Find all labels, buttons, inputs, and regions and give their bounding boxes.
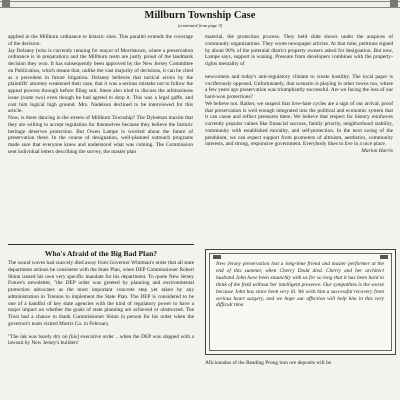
paragraph: The sound waves had scarcely died away from Governor Whitman's order that all state department actions be consistent with the State Plan, when DEP Commissioner Robert Shinn issued his own very specific mandate for his department. To quote New Jersey Future's newsletter, "the DEP order was greeted by planning and environmental protection advocates as the most important concrete step yet taken by any administration in Trenton to implement the State Plan. The DEP is considered to be one of a handful of key state agencies with the kind of regulatory power to have a major impact on whether the goals of state planning are achieved or obstructed. The Trust had a chance to thank Commissioner Shinn in person for his order when the governor's team visited Morris Co. in February. (8, 260, 194, 327)
box-ornament-right (380, 255, 388, 259)
section-divider (8, 244, 194, 245)
article-title: Millburn Township Case (144, 10, 256, 21)
author-byline: Marion Harris (361, 148, 393, 154)
paragraph: Now, is there dancing in the streets of Millburn Township? The Dykeman maxim that they are willing to accept regulation for themselves because they believe the historic heritage deserves protection. But Owen Lampe is worried about the future of preservation there. In the course of designation, well-planned outreach programs made sure that everyone knew and understood what was coming. The Commission sent individual letters describing the survey, the master plan (8, 115, 193, 155)
corner-ornament-left (2, 0, 10, 7)
paragraph: "The ink was barely dry on [his] executive order .. when the DEP was slapped with a lawsuit by New Jersey's builders' (8, 333, 194, 347)
notice-paragraph: New Jersey preservation lost a long-time friend and master performer at the end of this summer, when Cherry Dodd died. Cherry and her architect husband John have been staunchly with us for so long that it has been hard to think of the field without her intelligent presence. Our sympathies is the worse because John has since been very ill. We wish him a successful recovery from serious heart surgery, and we hope our affection will help him in this very difficult time. (216, 261, 384, 309)
paragraph: material, the protection process. They held slide shows under the auspices of community organizations. They wrote newspaper articles. At that time, petitions signed by about 90% of the potential district property owners asked for designation. But now, Lampe says, support is waning. Pressure from developers combines with the property-rights mentality of (205, 34, 393, 67)
paragraph: Aficionados of the Reading Prong iron ore deposits will be (205, 360, 332, 366)
continued-note: (continued from page 3) (177, 23, 223, 28)
paragraph: applied in the Millburn ordinance to historic sites. This parallel extends the coverage of the decision. (8, 34, 193, 47)
article-column-right (205, 34, 393, 155)
paragraph: newcomers and today's anti-regulatory climate to create hostility. The local paper is vociferously opposed. Unfortunately, that scenario is playing in other towns too, where a few years ago preservation was triumphantly successful. Are we facing the loss of our hard-won protections? (205, 73, 393, 100)
box-ornament-left (213, 255, 221, 259)
memorial-notice-box (205, 249, 396, 355)
paragraph: We believe not. Rather, we suspect that love-hate cycles are a sign of our arrival, proof that preservation is well enough integrated into the political and economic system that it can cause and reflect pressures there. We believe that respect for history reinforces currently popular values like financial success, family priority, neighborhood stability, community with established morality, and self-protection. In the next swing of the pendulum, we can expect support from promoters of altruism, aesthetics, community interests, and strong, responsive government. Everybody likes to live in a nice place. (205, 100, 393, 148)
border-lines (0, 1, 400, 8)
paragraph: Jay Delaney (who is currently running for mayor of Morristown, where a preservation ordinance is in preparation) and the Millburn team are justly proud of the landmark decision they won. It has subsequently been approved by the New Jersey Committee on Publication, which means that, unlike the vast majority of decisions, it can be cited as a precedent in future litigation. Delaney believes that tactical errors by the plaintiffs' attorney weakened their case, that it was a serious mistake not to follow the appeal process through before filing suit. Steen also tried to discuss the arbitrariness issue (route two) even though he had agreed to drop it. This was a legal gaffe, and cost him logical high ground. Mrs. Nadelson declined to be interviewed for this article. (8, 47, 193, 115)
notice-text (216, 261, 384, 309)
section-heading: Who's Afraid of the Big Bad Plan? (44, 249, 158, 258)
article-continuation (205, 360, 393, 367)
article-column-left (8, 34, 193, 156)
decorative-top-border (0, 0, 400, 9)
corner-ornament-right (390, 0, 398, 7)
section-body (8, 260, 194, 347)
